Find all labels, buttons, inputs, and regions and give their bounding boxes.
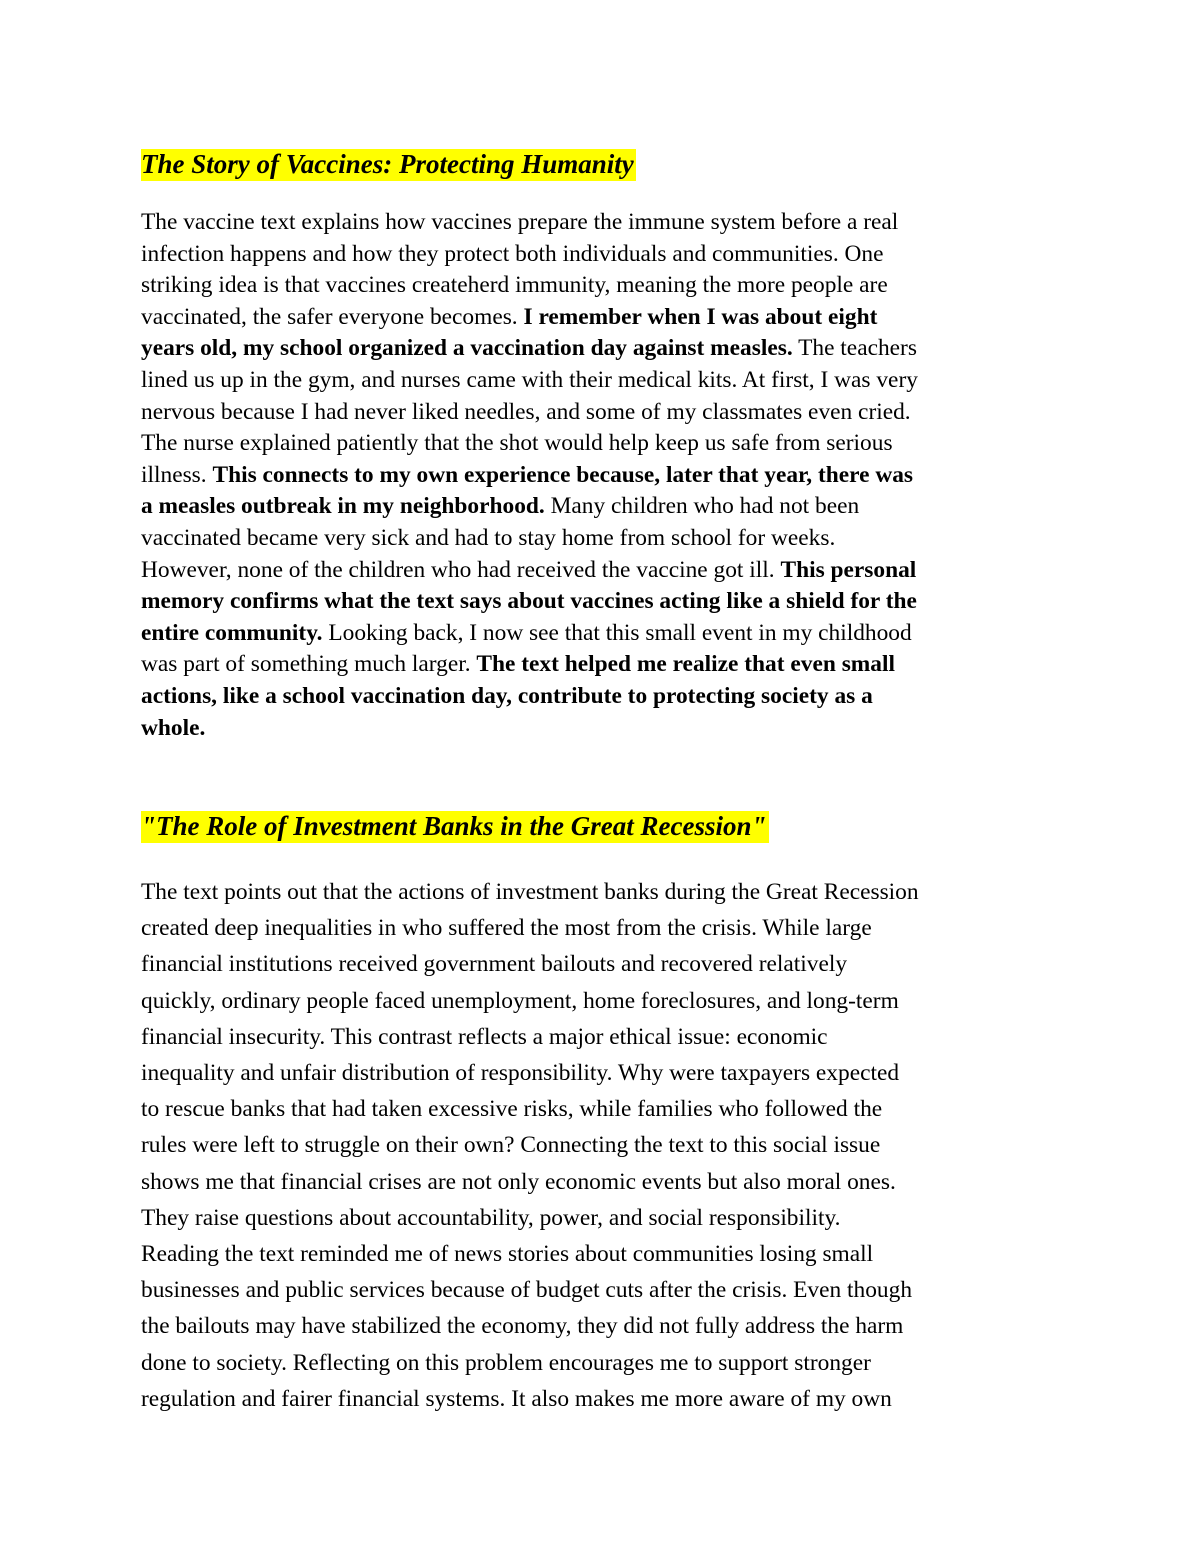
paragraph-line: infection happens and how they protect both individuals and communities. One xyxy=(141,240,884,267)
paragraph-line: illness. This connects to my own experience because, later that year, there was xyxy=(141,461,914,488)
paragraph-line: The nurse explained patiently that the shot would help keep us safe from serious xyxy=(141,430,893,457)
paragraph-line xyxy=(141,681,1061,713)
paragraph-line: nervous because I had never liked needles, and some of my classmates even cried. xyxy=(141,398,911,425)
paragraph-line: striking idea is that vaccines createherd immunity, meaning the more people are xyxy=(141,272,888,299)
paragraph-line: the bailouts may have stabilized the economy, they did not fully address the harm xyxy=(141,1313,904,1340)
paragraph-line: to rescue banks that had taken excessive risks, while families who followed the xyxy=(141,1096,883,1123)
paragraph-line: Reading the text reminded me of news stories about communities losing small xyxy=(141,1241,874,1268)
section-1-heading-text: The Story of Vaccines: Protecting Humanity xyxy=(141,149,634,179)
paragraph-line: created deep inequalities in who suffered the most from the crisis. While large xyxy=(141,915,872,942)
bold-emphasis: This connects to my own experience because, later that year, there was xyxy=(212,461,914,488)
bold-emphasis: The text helped me realize that even small xyxy=(476,651,895,678)
section-1-heading xyxy=(141,146,636,182)
paragraph-line: vaccinated became very sick and had to stay home from school for weeks. xyxy=(141,524,836,551)
bold-emphasis: years old, my school organized a vaccination day against measles. xyxy=(141,335,793,362)
paragraph-line: financial institutions received government bailouts and recovered relatively xyxy=(141,951,848,978)
paragraph-line: The vaccine text explains how vaccines prepare the immune system before a real xyxy=(141,209,899,235)
paragraph-line: inequality and unfair distribution of responsibility. Why were taxpayers expected xyxy=(141,1060,900,1087)
paragraph-line xyxy=(141,586,1061,618)
paragraph-line: shows me that financial crises are not only economic events but also moral ones. xyxy=(141,1168,896,1195)
bold-emphasis: memory confirms what the text says about vaccines acting like a shield for the xyxy=(141,588,917,615)
paragraph-line: However, none of the children who had received the vaccine got ill. This personal xyxy=(141,556,917,583)
section-2-heading-text: "The Role of Investment Banks in the Great Recession" xyxy=(141,811,767,841)
paragraph-line: lined us up in the gym, and nurses came with their medical kits. At first, I was very xyxy=(141,366,918,393)
paragraph-line: was part of something much larger. The text helped me realize that even small xyxy=(141,651,895,678)
bold-emphasis: a measles outbreak in my neighborhood. xyxy=(141,493,545,520)
paragraph-line: a measles outbreak in my neighborhood. Many children who had not been xyxy=(141,493,860,520)
paragraph-line: regulation and fairer financial systems. It also makes me more aware of my own xyxy=(141,1385,892,1412)
bold-emphasis: entire community. xyxy=(141,619,323,646)
paragraph-line: businesses and public services because of budget cuts after the crisis. Even though xyxy=(141,1277,913,1304)
bold-emphasis: actions, like a school vaccination day, contribute to protecting society as a xyxy=(141,682,873,709)
paragraph-line xyxy=(141,713,1061,745)
paragraph-line: financial insecurity. This contrast reflects a major ethical issue: economic xyxy=(141,1023,828,1050)
section-2-heading xyxy=(141,808,769,844)
paragraph-line: vaccinated, the safer everyone becomes. I remember when I was about eight xyxy=(141,303,878,330)
paragraph-line: rules were left to struggle on their own? Connecting the text to this social issue xyxy=(141,1132,881,1159)
bold-emphasis: I remember when I was about eight xyxy=(523,303,878,330)
paragraph-line: They raise questions about accountability, power, and social responsibility. xyxy=(141,1204,841,1231)
section-2-paragraph xyxy=(141,874,1061,1417)
paragraph-line: quickly, ordinary people faced unemployment, home foreclosures, and long-term xyxy=(141,987,899,1014)
paragraph-line: done to society. Reflecting on this problem encourages me to support stronger xyxy=(141,1349,871,1376)
bold-emphasis: whole. xyxy=(141,714,206,741)
paragraph-line: The text points out that the actions of investment banks during the Great Recession xyxy=(141,879,919,905)
paragraph-line: years old, my school organized a vaccination day against measles. The teachers xyxy=(141,335,917,362)
paragraph-line: entire community. Looking back, I now see that this small event in my childhood xyxy=(141,619,912,646)
section-1-paragraph xyxy=(141,207,1061,744)
bold-emphasis: This personal xyxy=(780,556,917,583)
